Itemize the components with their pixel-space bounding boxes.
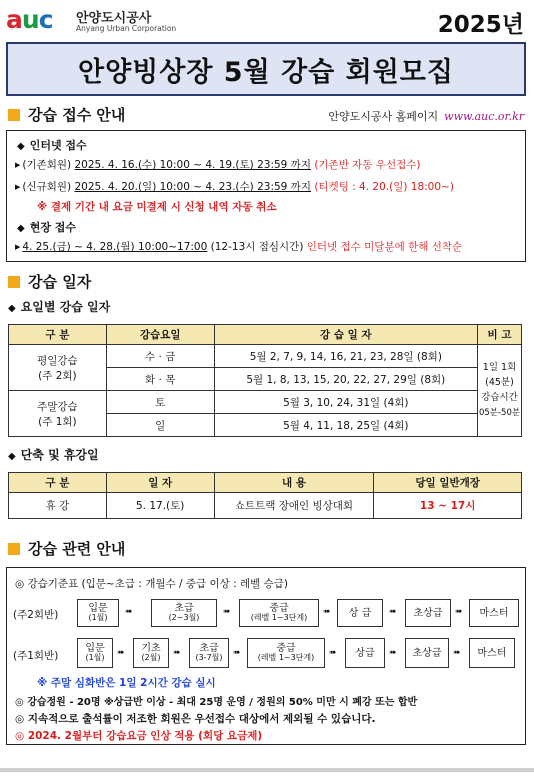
weekend-group-cell (9, 391, 107, 437)
new-note: (티켓팅 : 4. 20.(일) 18:00~) (314, 181, 454, 193)
criteria-line: ◎ 강습기준표 (입문~초급 : 개월수 / 중급 이상 : 레벨 승급) (15, 578, 289, 590)
public-open-hours: 13 ~ 17시 (374, 493, 522, 519)
column-header: 일 자 (106, 473, 214, 493)
step-name: 마스터 (477, 647, 507, 659)
homepage-info (328, 108, 524, 124)
day-cell: 화 · 목 (106, 368, 214, 391)
onsite-period: 4. 25.(금) ~ 4. 28.(월) 10:00~17:00 (22, 241, 208, 253)
section-heading-registration (8, 104, 125, 125)
triangle-bullet-icon: ▶ (15, 161, 21, 169)
existing-period: 2025. 4. 16.(수) 10:00 ~ 4. 19.(토) 23:59 까지 (74, 159, 311, 171)
day-cell: 일 (106, 414, 214, 437)
day-cell: 수 · 금 (106, 345, 214, 368)
arrow-right-icon: ➠ (117, 648, 125, 658)
homepage-label: 안양도시공사 홈페이지 (328, 110, 439, 123)
subheading-text: 요일별 강습 일자 (20, 300, 111, 314)
column-header: 당일 일반개장 (374, 473, 522, 493)
logo-korean-name: 안양도시공사 (76, 11, 152, 26)
arrow-right-icon: ➠ (233, 648, 241, 658)
level-step (239, 599, 319, 627)
section-title: 강습 관련 안내 (28, 540, 126, 558)
step-name: 초상급 (413, 607, 443, 619)
onsite-lunch: (12-13시 점심시간) (210, 241, 304, 253)
existing-member-line (15, 157, 420, 172)
group-name: 주말강습 (37, 400, 78, 413)
arrow-right-icon: ➠ (455, 607, 463, 617)
closure-table (8, 472, 522, 519)
level-step (151, 599, 217, 627)
arrow-right-icon: ➠ (173, 648, 181, 658)
orange-square-icon (8, 109, 20, 121)
new-member-line (15, 179, 454, 194)
title-banner (6, 42, 526, 96)
page-title: 안양빙상장 5월 강습 회원모집 (78, 56, 454, 88)
online-registration-label (17, 137, 87, 153)
triangle-bullet-icon: ▶ (15, 183, 21, 191)
closure-type: 휴 강 (9, 493, 107, 519)
column-header: 강 습 일 자 (214, 325, 477, 345)
onsite-note: 인터넷 접수 미달분에 한해 선착순 (306, 241, 463, 253)
step-sub: (2~3월) (168, 613, 200, 623)
step-name: 초급 (174, 603, 194, 615)
closure-date: 5. 17.(토) (106, 493, 214, 519)
homepage-link[interactable]: www.auc.or.kr (444, 110, 524, 123)
level-step (337, 599, 383, 627)
level-step (247, 638, 325, 668)
weekend-advanced-note: ※ 주말 심화반은 1일 2시간 강습 실시 (37, 677, 216, 689)
arrow-right-icon: ➠ (329, 648, 337, 658)
step-sub: (3-7월) (195, 653, 223, 663)
level-step (133, 638, 169, 668)
day-cell: 토 (106, 391, 214, 414)
logo-english-name: Anyang Urban Corporation (76, 24, 177, 33)
payment-warning: ※ 결제 기간 내 요금 미결제 시 신청 내역 자동 취소 (37, 201, 277, 213)
onsite-registration-label (17, 219, 76, 235)
arrow-right-icon: ➠ (389, 648, 397, 658)
table-row (9, 493, 522, 519)
dates-cell: 5월 1, 8, 13, 15, 20, 22, 27, 29일 (8회) (214, 368, 477, 391)
arrow-right-icon: ➠ (453, 648, 461, 658)
step-name: 입문 (85, 643, 105, 655)
diamond-icon: ◆ (17, 223, 25, 234)
group-frequency: (주 2회) (38, 369, 77, 382)
section-title: 강습 일자 (28, 273, 92, 291)
step-sub: (레벨 1~3단계) (250, 613, 308, 623)
column-header: 비 고 (478, 325, 522, 345)
orange-square-icon (8, 543, 20, 555)
remarks-cell (478, 345, 522, 437)
remark-line: 05분-50분 (478, 408, 521, 419)
diamond-icon: ◆ (17, 141, 25, 152)
group-name: 평일강습 (37, 354, 78, 367)
arrow-right-icon: ➠ (389, 607, 397, 617)
dates-cell: 5월 2, 7, 9, 14, 16, 21, 23, 28일 (8회) (214, 345, 477, 368)
section-title: 강습 접수 안내 (28, 106, 126, 124)
existing-prefix: (기존회원) (22, 159, 72, 171)
table-header-row (9, 473, 522, 493)
level-step (77, 638, 113, 668)
level-step (469, 638, 515, 668)
step-name: 초상급 (412, 647, 442, 659)
step-name: 초급 (199, 643, 219, 655)
onsite-line (15, 239, 462, 254)
logo (6, 6, 176, 34)
table-row (9, 391, 522, 414)
fee-increase-note: ◎ 2024. 2월부터 강습요금 인상 적용 (회당 요금제) (15, 730, 263, 742)
step-name: 상급 (355, 647, 375, 659)
column-header: 내 용 (214, 473, 374, 493)
triangle-bullet-icon: ▶ (15, 243, 21, 251)
orange-square-icon (8, 276, 20, 288)
new-period: 2025. 4. 20.(일) 10:00 ~ 4. 23.(수) 23:59 까지 (74, 181, 311, 193)
bottom-rule (0, 768, 534, 772)
level-step (405, 638, 449, 668)
diamond-icon: ◆ (8, 303, 16, 314)
schedule-table (8, 324, 522, 437)
dates-cell: 5월 3, 10, 24, 31일 (4회) (214, 391, 477, 414)
capacity-note: ◎ 강습정원 - 20명 ※상급반 이상 - 최대 25명 운영 / 정원의 50% 미만 시 폐강 또는 합반 (15, 697, 418, 708)
table-row (9, 345, 522, 368)
column-header: 구 분 (9, 473, 107, 493)
remark-line: (45분) (485, 377, 514, 389)
once-weekly-label: (주1회반) (13, 650, 59, 662)
existing-note: (기존반 자동 우선접수) (314, 159, 421, 171)
subheading-text: 단축 및 휴강일 (20, 448, 99, 462)
step-sub: (2월) (141, 653, 161, 663)
step-sub: (1월) (88, 613, 108, 623)
table-header-row (9, 325, 522, 345)
step-name: 기초 (141, 643, 161, 655)
arrow-right-icon: ➠ (223, 607, 231, 617)
column-header: 구 분 (9, 325, 107, 345)
level-step (345, 638, 385, 668)
registration-box (6, 130, 526, 262)
closure-content: 쇼트트랙 장애인 빙상대회 (214, 493, 374, 519)
level-step (77, 599, 119, 627)
step-sub: (1월) (85, 653, 105, 663)
weekday-group-cell (9, 345, 107, 391)
year-label: 2025년 (437, 12, 524, 38)
arrow-right-icon: ➠ (125, 607, 133, 617)
online-label-text: 인터넷 접수 (29, 139, 87, 152)
twice-weekly-label: (주2회반) (13, 609, 59, 621)
subheading-closures (8, 446, 99, 463)
group-frequency: (주 1회) (38, 415, 77, 428)
step-name: 입문 (88, 603, 108, 615)
dates-cell: 5월 4, 11, 18, 25일 (4회) (214, 414, 477, 437)
level-step (469, 599, 519, 627)
column-header: 강습요일 (106, 325, 214, 345)
section-heading-info (8, 538, 125, 559)
new-prefix: (신규회원) (22, 181, 72, 193)
diamond-icon: ◆ (8, 451, 16, 462)
step-name: 중급 (276, 643, 296, 655)
attendance-note: ◎ 지속적으로 출석률이 저조한 회원은 우선접수 대상에서 제외될 수 있습니다. (15, 713, 376, 725)
step-sub: (레벨 1~3단계) (257, 653, 315, 663)
step-name: 상 급 (348, 607, 372, 619)
onsite-label-text: 현장 접수 (29, 221, 77, 234)
info-box (6, 567, 526, 745)
remark-line: 1일 1회 (482, 361, 517, 373)
remark-line: 강습시간 (481, 392, 518, 404)
logo-mark: auc (6, 5, 53, 34)
section-heading-dates (8, 271, 91, 292)
level-step (405, 599, 451, 627)
arrow-right-icon: ➠ (323, 607, 331, 617)
subheading-weekday-dates (8, 298, 110, 315)
step-name: 마스터 (479, 607, 509, 619)
step-name: 중급 (269, 603, 289, 615)
level-step (189, 638, 229, 668)
